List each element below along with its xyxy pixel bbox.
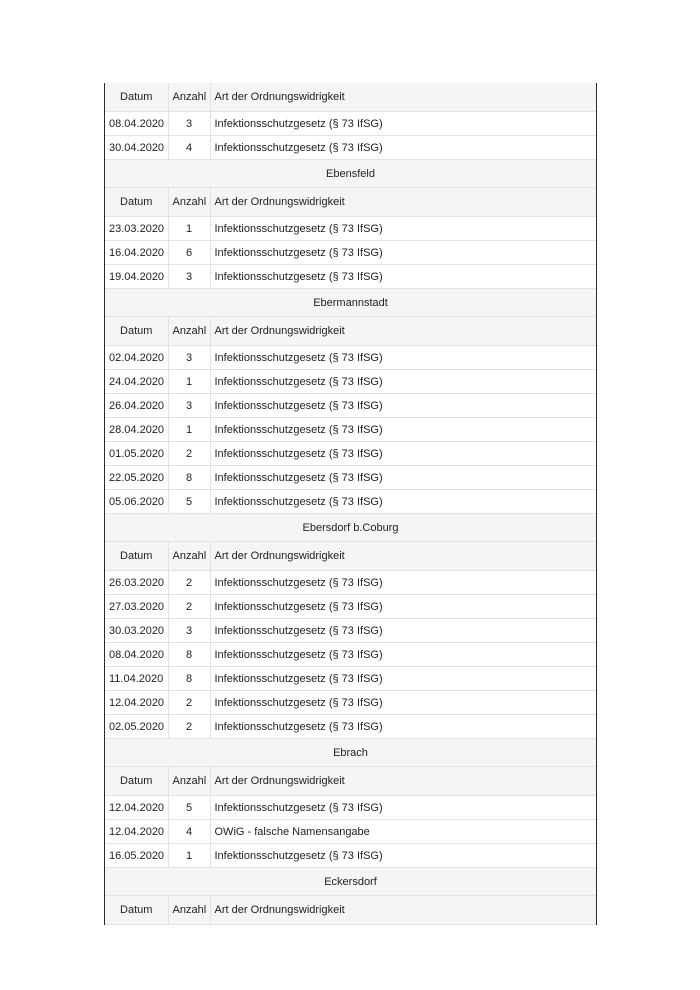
column-header-type: Art der Ordnungswidrigkeit <box>210 767 596 796</box>
row-type: Infektionsschutzgesetz (§ 73 IfSG) <box>210 136 596 160</box>
row-date: 30.03.2020 <box>105 619 168 643</box>
column-header-date: Datum <box>105 767 168 796</box>
column-header-date: Datum <box>105 542 168 571</box>
column-header-row <box>105 83 596 112</box>
row-count: 1 <box>168 418 210 442</box>
table-row <box>105 691 596 715</box>
row-date: 02.04.2020 <box>105 346 168 370</box>
row-type: Infektionsschutzgesetz (§ 73 IfSG) <box>210 844 596 868</box>
row-type: Infektionsschutzgesetz (§ 73 IfSG) <box>210 667 596 691</box>
row-count: 5 <box>168 490 210 514</box>
offenses-table-grid <box>105 83 596 925</box>
column-header-row <box>105 317 596 346</box>
row-date: 16.04.2020 <box>105 241 168 265</box>
place-header-row <box>105 289 596 317</box>
table-row <box>105 265 596 289</box>
row-count: 1 <box>168 370 210 394</box>
table-row <box>105 595 596 619</box>
place-header-row <box>105 514 596 542</box>
row-count: 3 <box>168 265 210 289</box>
place-name: Ebensfeld <box>105 160 596 188</box>
table-row <box>105 643 596 667</box>
column-header-type: Art der Ordnungswidrigkeit <box>210 542 596 571</box>
row-count: 2 <box>168 595 210 619</box>
row-count: 2 <box>168 442 210 466</box>
row-date: 11.04.2020 <box>105 667 168 691</box>
column-header-date: Datum <box>105 83 168 112</box>
row-count: 3 <box>168 112 210 136</box>
row-date: 12.04.2020 <box>105 691 168 715</box>
row-count: 4 <box>168 136 210 160</box>
column-header-date: Datum <box>105 317 168 346</box>
place-header-row <box>105 868 596 896</box>
row-type: Infektionsschutzgesetz (§ 73 IfSG) <box>210 715 596 739</box>
column-header-type: Art der Ordnungswidrigkeit <box>210 896 596 925</box>
table-row <box>105 442 596 466</box>
table-row <box>105 346 596 370</box>
table-row <box>105 136 596 160</box>
row-count: 4 <box>168 820 210 844</box>
offenses-table <box>104 83 597 925</box>
row-count: 3 <box>168 346 210 370</box>
place-header-row <box>105 739 596 767</box>
table-row <box>105 394 596 418</box>
row-type: Infektionsschutzgesetz (§ 73 IfSG) <box>210 217 596 241</box>
row-type: Infektionsschutzgesetz (§ 73 IfSG) <box>210 346 596 370</box>
row-date: 27.03.2020 <box>105 595 168 619</box>
column-header-type: Art der Ordnungswidrigkeit <box>210 188 596 217</box>
row-date: 30.04.2020 <box>105 136 168 160</box>
row-date: 02.05.2020 <box>105 715 168 739</box>
row-type: Infektionsschutzgesetz (§ 73 IfSG) <box>210 442 596 466</box>
table-row <box>105 844 596 868</box>
table-row <box>105 112 596 136</box>
row-type: Infektionsschutzgesetz (§ 73 IfSG) <box>210 595 596 619</box>
column-header-row <box>105 188 596 217</box>
table-row <box>105 241 596 265</box>
place-name: Ebrach <box>105 739 596 767</box>
row-count: 8 <box>168 643 210 667</box>
table-row <box>105 466 596 490</box>
row-count: 3 <box>168 394 210 418</box>
column-header-count: Anzahl <box>168 317 210 346</box>
row-type: Infektionsschutzgesetz (§ 73 IfSG) <box>210 619 596 643</box>
column-header-count: Anzahl <box>168 188 210 217</box>
row-count: 8 <box>168 466 210 490</box>
row-date: 12.04.2020 <box>105 820 168 844</box>
table-row <box>105 217 596 241</box>
table-row <box>105 715 596 739</box>
row-date: 23.03.2020 <box>105 217 168 241</box>
column-header-type: Art der Ordnungswidrigkeit <box>210 317 596 346</box>
row-count: 5 <box>168 796 210 820</box>
row-date: 28.04.2020 <box>105 418 168 442</box>
row-count: 6 <box>168 241 210 265</box>
table-row <box>105 418 596 442</box>
row-type: OWiG - falsche Namensangabe <box>210 820 596 844</box>
column-header-row <box>105 896 596 925</box>
column-header-count: Anzahl <box>168 542 210 571</box>
row-date: 19.04.2020 <box>105 265 168 289</box>
column-header-date: Datum <box>105 188 168 217</box>
row-type: Infektionsschutzgesetz (§ 73 IfSG) <box>210 418 596 442</box>
row-type: Infektionsschutzgesetz (§ 73 IfSG) <box>210 466 596 490</box>
column-header-row <box>105 767 596 796</box>
table-row <box>105 667 596 691</box>
row-date: 08.04.2020 <box>105 643 168 667</box>
table-row <box>105 370 596 394</box>
row-type: Infektionsschutzgesetz (§ 73 IfSG) <box>210 241 596 265</box>
column-header-row <box>105 542 596 571</box>
row-count: 2 <box>168 691 210 715</box>
row-date: 08.04.2020 <box>105 112 168 136</box>
row-count: 3 <box>168 619 210 643</box>
table-body <box>105 83 596 925</box>
row-type: Infektionsschutzgesetz (§ 73 IfSG) <box>210 490 596 514</box>
row-date: 26.04.2020 <box>105 394 168 418</box>
column-header-date: Datum <box>105 896 168 925</box>
row-type: Infektionsschutzgesetz (§ 73 IfSG) <box>210 370 596 394</box>
row-count: 8 <box>168 667 210 691</box>
place-name: Ebersdorf b.Coburg <box>105 514 596 542</box>
table-row <box>105 796 596 820</box>
row-date: 16.05.2020 <box>105 844 168 868</box>
table-row <box>105 571 596 595</box>
row-type: Infektionsschutzgesetz (§ 73 IfSG) <box>210 112 596 136</box>
table-row <box>105 490 596 514</box>
place-header-row <box>105 160 596 188</box>
table-row <box>105 619 596 643</box>
row-type: Infektionsschutzgesetz (§ 73 IfSG) <box>210 643 596 667</box>
column-header-type: Art der Ordnungswidrigkeit <box>210 83 596 112</box>
row-count: 2 <box>168 715 210 739</box>
place-name: Ebermannstadt <box>105 289 596 317</box>
place-name: Eckersdorf <box>105 868 596 896</box>
column-header-count: Anzahl <box>168 896 210 925</box>
row-date: 12.04.2020 <box>105 796 168 820</box>
column-header-count: Anzahl <box>168 83 210 112</box>
row-count: 1 <box>168 844 210 868</box>
table-row <box>105 820 596 844</box>
row-date: 22.05.2020 <box>105 466 168 490</box>
row-date: 01.05.2020 <box>105 442 168 466</box>
row-type: Infektionsschutzgesetz (§ 73 IfSG) <box>210 571 596 595</box>
row-type: Infektionsschutzgesetz (§ 73 IfSG) <box>210 394 596 418</box>
row-date: 24.04.2020 <box>105 370 168 394</box>
row-count: 2 <box>168 571 210 595</box>
column-header-count: Anzahl <box>168 767 210 796</box>
row-date: 26.03.2020 <box>105 571 168 595</box>
row-date: 05.06.2020 <box>105 490 168 514</box>
row-type: Infektionsschutzgesetz (§ 73 IfSG) <box>210 265 596 289</box>
row-type: Infektionsschutzgesetz (§ 73 IfSG) <box>210 691 596 715</box>
row-type: Infektionsschutzgesetz (§ 73 IfSG) <box>210 796 596 820</box>
row-count: 1 <box>168 217 210 241</box>
